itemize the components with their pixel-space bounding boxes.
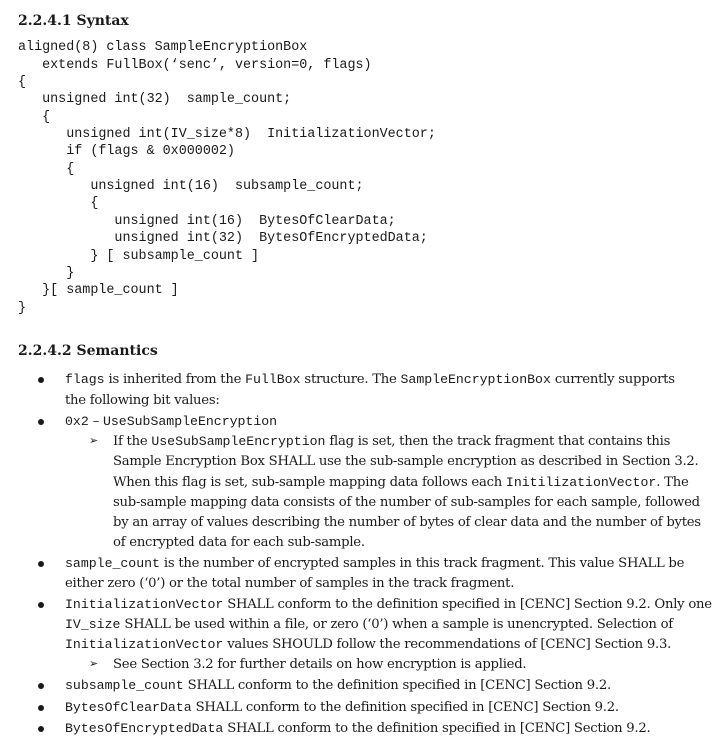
list-item-continuation: either zero (‘0’) or the total number of samples in the track fragment.: [65, 576, 515, 591]
code-line: {: [18, 75, 27, 90]
syntax-heading: 2.2.4.1 Syntax: [18, 13, 129, 29]
list-item: sample_count is the number of encrypted samples in this track fragment. This value SHALL be: [65, 556, 685, 571]
code-line: } [ subsample_count ]: [18, 249, 260, 264]
code-line: }[ sample_count ]: [18, 283, 179, 298]
bullet-icon: [38, 419, 44, 425]
sub-list-item-continuation: sub-sample mapping data consists of the number of sub-samples for each sample, followed: [113, 495, 700, 510]
bullet-icon: [38, 602, 44, 608]
code-line: }: [18, 301, 27, 316]
bullet-icon: [38, 726, 44, 732]
list-item-continuation: IV_size SHALL be used within a file, or zero (‘0’) when a sample is unencrypted. Selection of: [65, 617, 673, 632]
list-item: InitializationVector SHALL conform to the definition specified in [CENC] Section 9.2. Only one: [65, 597, 712, 612]
code-line: unsigned int(16) BytesOfClearData;: [18, 214, 396, 229]
code-line: {: [18, 162, 75, 177]
bullet-icon: [38, 377, 44, 383]
bullet-icon: [38, 683, 44, 689]
code-line: {: [18, 196, 99, 211]
arrow-bullet-icon: ➢: [89, 657, 99, 670]
list-item: subsample_count SHALL conform to the definition specified in [CENC] Section 9.2.: [65, 678, 611, 693]
sub-list-item-continuation: of encrypted data for each sub-sample.: [113, 535, 365, 550]
list-item: BytesOfClearData SHALL conform to the definition specified in [CENC] Section 9.2.: [65, 700, 619, 715]
sub-list-item-continuation: When this flag is set, sub-sample mapping data follows each InitilizationVector. The: [113, 475, 689, 490]
bullet-icon: [38, 705, 44, 711]
sub-list-item-continuation: by an array of values describing the number of bytes of clear data and the number of bytes: [113, 515, 701, 530]
list-item: 0x2 – UseSubSampleEncryption: [65, 414, 278, 429]
code-line: unsigned int(IV_size*8) InitializationVector;: [18, 127, 436, 142]
code-line: unsigned int(32) sample_count;: [18, 92, 292, 107]
sub-list-item-continuation: Sample Encryption Box SHALL use the sub-sample encryption as described in Section 3.2.: [113, 454, 699, 469]
code-line: unsigned int(32) BytesOfEncryptedData;: [18, 231, 428, 246]
list-item: BytesOfEncryptedData SHALL conform to the definition specified in [CENC] Section 9.2.: [65, 721, 651, 736]
list-item-continuation: InitializationVector values SHOULD follow the recommendations of [CENC] Section 9.3.: [65, 637, 672, 652]
code-line: if (flags & 0x000002): [18, 144, 235, 159]
code-line: }: [18, 266, 75, 281]
code-line: unsigned int(16) subsample_count;: [18, 179, 364, 194]
list-item: flags is inherited from the FullBox structure. The SampleEncryptionBox currently supports: [65, 372, 675, 387]
semantics-heading: 2.2.4.2 Semantics: [18, 343, 158, 359]
list-item-continuation: the following bit values:: [65, 393, 220, 408]
arrow-bullet-icon: ➢: [89, 434, 99, 447]
sub-list-item: If the UseSubSampleEncryption flag is set, then the track fragment that contains this: [113, 434, 671, 449]
code-line: {: [18, 110, 51, 125]
bullet-icon: [38, 561, 44, 567]
code-line: aligned(8) class SampleEncryptionBox: [18, 40, 308, 55]
code-line: extends FullBox(‘senc’, version=0, flags): [18, 58, 372, 73]
sub-list-item: See Section 3.2 for further details on how encryption is applied.: [113, 657, 527, 672]
